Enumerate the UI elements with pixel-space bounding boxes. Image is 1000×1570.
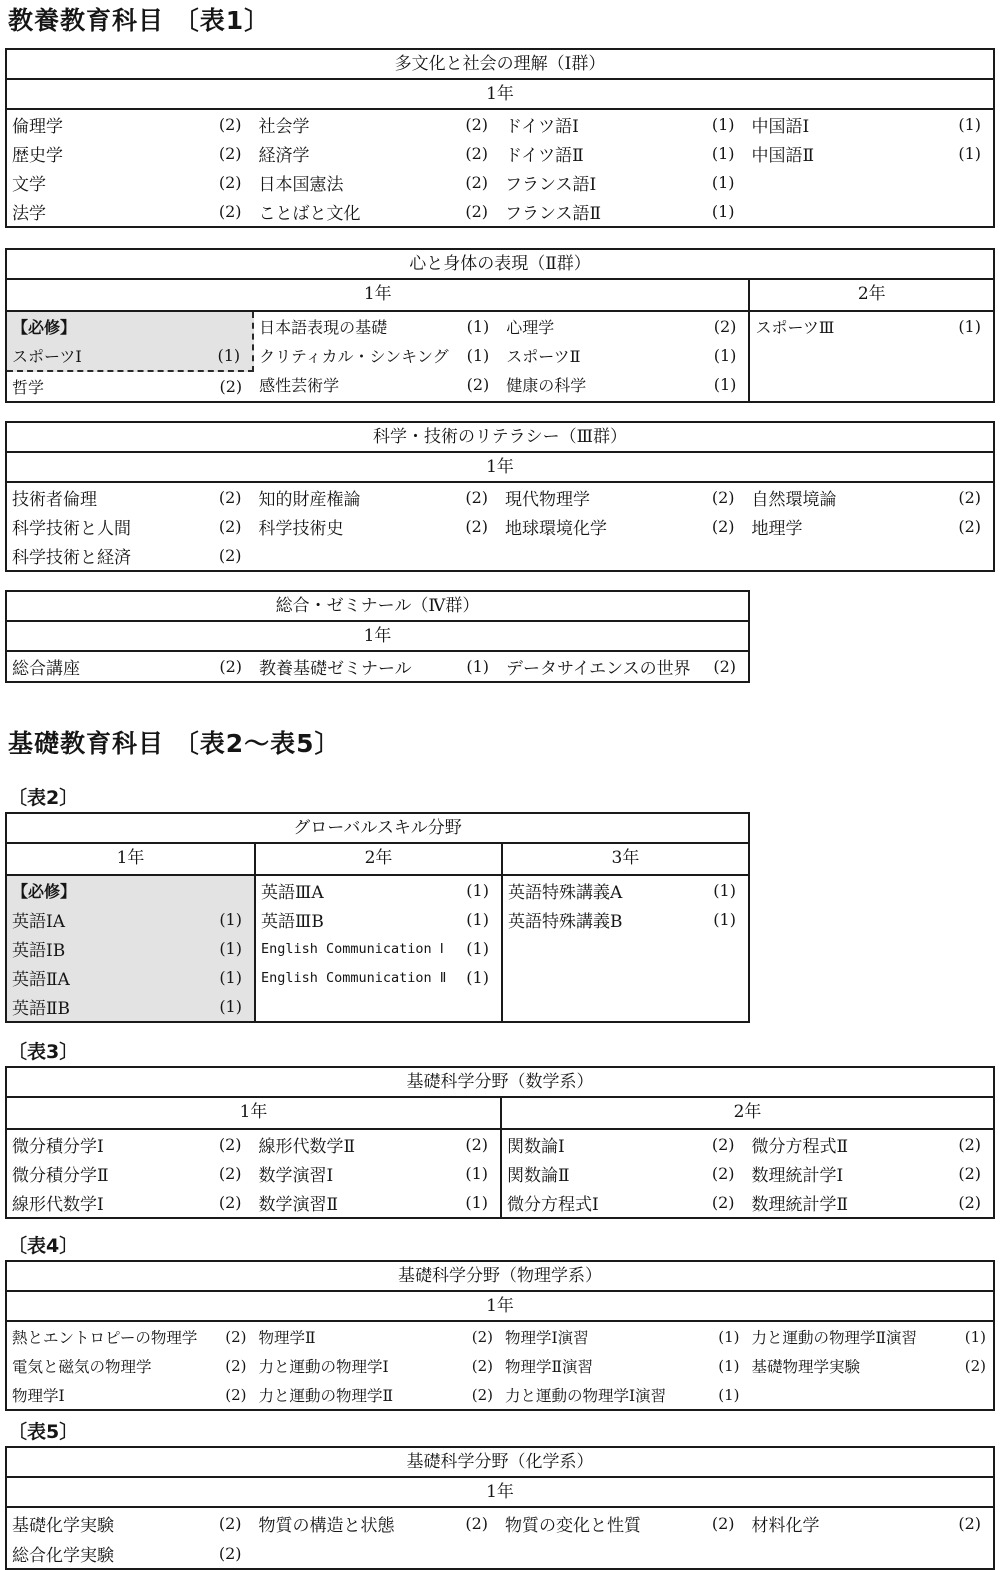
table3-label: 〔表3〕 bbox=[8, 1041, 79, 1063]
subject-credit: (2) bbox=[711, 1135, 735, 1154]
table-title: 基礎科学分野（物理学系） bbox=[7, 1262, 993, 1292]
subject-cell bbox=[7, 197, 254, 226]
subject-cell bbox=[7, 512, 254, 541]
subject-name: 英語特殊講義A bbox=[507, 883, 623, 903]
subject-name: 物質の変化と性質 bbox=[505, 1515, 641, 1536]
subject-credit: (2) bbox=[218, 1543, 242, 1563]
subject-cell bbox=[254, 312, 501, 341]
subject-credit: (2) bbox=[713, 317, 737, 336]
subject-credit: (2) bbox=[465, 488, 488, 507]
subject-name: 歴史学 bbox=[12, 146, 63, 166]
subject-cell bbox=[500, 110, 747, 139]
subject-name: 経済学 bbox=[258, 146, 310, 166]
year-header-2: 2年 bbox=[748, 280, 993, 310]
subject-cell bbox=[7, 934, 254, 963]
subject-credit: (2) bbox=[471, 1356, 493, 1375]
subject-cell bbox=[7, 963, 254, 992]
subject-cell bbox=[503, 905, 748, 934]
subject-credit: (2) bbox=[958, 1193, 981, 1212]
subject-credit: (1) bbox=[465, 1164, 488, 1183]
subject-cell bbox=[256, 934, 501, 963]
subject-cell bbox=[500, 1380, 747, 1409]
subject-name: 地球環境化学 bbox=[505, 519, 607, 539]
subject-cell bbox=[500, 1351, 747, 1380]
subject-cell bbox=[254, 1508, 501, 1538]
subject-cell bbox=[254, 652, 501, 681]
subject-cell bbox=[254, 512, 501, 541]
subject-name: 基礎化学実験 bbox=[12, 1515, 114, 1536]
subject-name: 自然環境論 bbox=[751, 490, 837, 510]
subject-name: 材料化学 bbox=[751, 1515, 820, 1536]
section-heading-basic-education: 基礎教育科目 〔表2～表5〕 bbox=[8, 729, 341, 758]
subject-cell bbox=[256, 876, 501, 905]
subject-cell bbox=[500, 1508, 747, 1538]
subject-name: 中国語Ⅰ bbox=[751, 117, 810, 137]
subject-name: ドイツ語Ⅱ bbox=[505, 146, 584, 166]
subject-name: 英語特殊講義B bbox=[507, 912, 623, 932]
subject-cell bbox=[7, 541, 254, 570]
subject-cell bbox=[7, 1159, 254, 1188]
year1-subjects bbox=[7, 905, 254, 1021]
subject-credit: (2) bbox=[219, 657, 242, 676]
subject-cell bbox=[7, 1380, 254, 1409]
subject-name: 熱とエントロピーの物理学 bbox=[12, 1328, 198, 1347]
subject-cell bbox=[503, 876, 748, 905]
subject-name: 英語ⅠA bbox=[12, 912, 65, 932]
subject-cell bbox=[254, 541, 501, 570]
subject-cell bbox=[7, 1188, 254, 1217]
year1-region bbox=[7, 312, 748, 401]
subject-credit: (2) bbox=[465, 1513, 488, 1533]
subject-name: 倫理学 bbox=[12, 117, 63, 137]
subject-cell bbox=[254, 1130, 501, 1159]
subject-credit: (2) bbox=[465, 144, 488, 163]
subject-name: 英語ⅢB bbox=[260, 912, 324, 932]
subject-name: ことばと文化 bbox=[258, 204, 361, 224]
subject-cell bbox=[747, 168, 994, 197]
year-header-3: 3年 bbox=[501, 844, 748, 874]
subject-name: 微分方程式Ⅱ bbox=[751, 1137, 849, 1157]
subject-credit: (2) bbox=[471, 1385, 493, 1404]
subject-cell bbox=[7, 652, 254, 681]
subject-cell bbox=[7, 1508, 254, 1538]
table-group1-multiculture bbox=[5, 48, 995, 228]
subject-credit: (1) bbox=[219, 968, 242, 987]
subject-cell bbox=[747, 1380, 994, 1409]
year-header-2: 2年 bbox=[500, 1098, 993, 1128]
subject-name: 文学 bbox=[12, 175, 46, 195]
subject-credit: (1) bbox=[711, 115, 735, 134]
subject-credit: (2) bbox=[218, 1513, 242, 1533]
subject-cell bbox=[7, 1351, 254, 1380]
year3-column bbox=[501, 876, 748, 1021]
subject-name: 総合化学実験 bbox=[12, 1545, 114, 1566]
subject-credit: (2) bbox=[713, 657, 736, 676]
subject-name: 力と運動の物理学Ⅰ演習 bbox=[505, 1386, 667, 1405]
subject-credit: (1) bbox=[465, 1193, 488, 1212]
subject-credit: (2) bbox=[471, 1327, 493, 1346]
subject-name: 電気と磁気の物理学 bbox=[12, 1357, 152, 1376]
table4-physics bbox=[5, 1260, 995, 1411]
table-group2-mind-body bbox=[5, 248, 995, 403]
subject-name: 教養基礎ゼミナール bbox=[259, 659, 412, 679]
subject-name: 物理学Ⅱ演習 bbox=[505, 1357, 594, 1376]
subject-cell bbox=[7, 905, 254, 934]
subject-cell bbox=[501, 652, 748, 681]
subject-credit: (1) bbox=[958, 144, 981, 163]
table-body bbox=[7, 652, 748, 681]
subject-cell bbox=[7, 1130, 254, 1159]
subject-name: 物質の構造と状態 bbox=[258, 1515, 395, 1536]
subject-cell bbox=[500, 197, 747, 226]
subject-name: 物理学Ⅰ bbox=[12, 1386, 65, 1405]
subject-credit: (2) bbox=[465, 115, 488, 134]
subject-cell bbox=[7, 341, 252, 370]
subject-cell bbox=[254, 168, 501, 197]
subject-name: 社会学 bbox=[258, 117, 310, 137]
subject-credit: (1) bbox=[713, 910, 736, 929]
subject-cell bbox=[7, 139, 254, 168]
subject-credit: (2) bbox=[958, 488, 981, 507]
subject-name: 物理学Ⅰ演習 bbox=[505, 1328, 589, 1347]
subject-name: 微分方程式Ⅰ bbox=[507, 1195, 599, 1215]
table-group3-science-literacy bbox=[5, 421, 995, 572]
subject-name: フランス語Ⅰ bbox=[505, 175, 597, 195]
subject-credit: (1) bbox=[466, 968, 489, 987]
subject-cell bbox=[7, 372, 254, 401]
subject-cell bbox=[500, 541, 747, 570]
year-header-1: 1年 bbox=[7, 1292, 993, 1322]
subject-credit: (1) bbox=[466, 317, 490, 336]
table2-global-skills bbox=[5, 812, 750, 1023]
subject-credit: (2) bbox=[219, 377, 243, 396]
subject-credit: (2) bbox=[218, 517, 242, 536]
subject-credit: (2) bbox=[465, 517, 488, 536]
year-header-row bbox=[7, 1098, 993, 1130]
subject-credit: (1) bbox=[711, 144, 735, 163]
subject-cell bbox=[747, 110, 994, 139]
subject-credit: (1) bbox=[713, 346, 737, 365]
subject-credit: (1) bbox=[466, 910, 489, 929]
table-body bbox=[7, 1130, 993, 1217]
subject-cell bbox=[500, 483, 747, 512]
year1-column bbox=[7, 876, 254, 1021]
table-body bbox=[7, 312, 993, 401]
year-header-1: 1年 bbox=[7, 453, 993, 483]
subject-cell bbox=[501, 370, 748, 399]
subject-credit: (2) bbox=[958, 1164, 981, 1183]
subject-cell bbox=[747, 512, 994, 541]
subject-credit: (1) bbox=[718, 1356, 740, 1375]
table-group4-seminar bbox=[5, 590, 750, 683]
subject-cell bbox=[500, 512, 747, 541]
subject-credit: (2) bbox=[225, 1356, 247, 1375]
subject-cell bbox=[254, 1380, 501, 1409]
subject-cell bbox=[254, 1188, 501, 1217]
subject-cell bbox=[747, 1538, 994, 1568]
table-title: 科学・技術のリテラシー（Ⅲ群） bbox=[7, 423, 993, 453]
subject-cell bbox=[500, 1159, 747, 1188]
subject-credit: (2) bbox=[218, 1164, 242, 1183]
subject-cell bbox=[254, 483, 501, 512]
subject-cell bbox=[7, 110, 254, 139]
subject-name: 数理統計学Ⅰ bbox=[751, 1166, 844, 1186]
subject-name: 健康の科学 bbox=[506, 376, 587, 395]
subject-name: 力と運動の物理学Ⅱ演習 bbox=[751, 1328, 918, 1347]
subject-cell bbox=[7, 483, 254, 512]
year-header-1: 1年 bbox=[116, 848, 145, 868]
subject-name: 科学技術と経済 bbox=[12, 548, 131, 568]
subject-credit: (1) bbox=[466, 346, 490, 365]
subject-name: 中国語Ⅱ bbox=[751, 146, 815, 166]
required-label: 【必修】 bbox=[12, 318, 77, 337]
subject-name: 微分積分学Ⅱ bbox=[12, 1166, 109, 1186]
subject-credit: (2) bbox=[958, 517, 981, 536]
subject-name: 数理統計学Ⅱ bbox=[751, 1195, 849, 1215]
subject-cell bbox=[747, 1351, 994, 1380]
subject-credit: (1) bbox=[219, 997, 242, 1016]
year-header-2: 2年 bbox=[254, 844, 501, 874]
subject-cell bbox=[747, 483, 994, 512]
table-body bbox=[7, 483, 993, 570]
subject-credit: (2) bbox=[218, 144, 242, 163]
subject-credit: (2) bbox=[711, 1513, 735, 1533]
subject-cell bbox=[254, 1538, 501, 1568]
required-label-cell bbox=[7, 876, 254, 905]
subject-name: ドイツ語Ⅰ bbox=[505, 117, 579, 137]
table4-label: 〔表4〕 bbox=[8, 1235, 79, 1257]
subject-name: 現代物理学 bbox=[505, 490, 590, 510]
subject-name: 日本語表現の基礎 bbox=[259, 318, 388, 337]
subject-credit: (2) bbox=[465, 1135, 488, 1154]
subject-credit: (1) bbox=[713, 881, 736, 900]
subject-cell bbox=[500, 139, 747, 168]
year-header-1: 1年 bbox=[239, 1102, 268, 1122]
subject-credit: (2) bbox=[958, 1135, 981, 1154]
year-header-1: 1年 bbox=[7, 622, 748, 652]
table5-chemistry bbox=[5, 1446, 995, 1570]
subject-name: 関数論Ⅱ bbox=[507, 1166, 570, 1186]
subject-credit: (1) bbox=[219, 910, 242, 929]
year-header-row bbox=[7, 844, 748, 876]
subject-name: 科学技術史 bbox=[258, 519, 344, 539]
subject-cell bbox=[747, 1322, 994, 1351]
subject-cell bbox=[501, 341, 748, 370]
column-2 bbox=[254, 312, 501, 401]
subject-credit: (1) bbox=[466, 881, 489, 900]
column-1-rest bbox=[7, 372, 254, 401]
year-header-1: 1年 bbox=[7, 80, 993, 110]
subject-name: 日本国憲法 bbox=[258, 175, 344, 195]
subject-cell bbox=[7, 1322, 254, 1351]
subject-cell bbox=[747, 1508, 994, 1538]
year-header-1: 1年 bbox=[363, 284, 392, 304]
table3-math bbox=[5, 1066, 995, 1219]
subject-name: 線形代数学Ⅰ bbox=[12, 1195, 104, 1215]
subject-name: 基礎物理学実験 bbox=[751, 1357, 861, 1376]
subject-credit: (2) bbox=[218, 173, 242, 192]
subject-name: スポーツⅡ bbox=[506, 347, 581, 366]
subject-credit: (1) bbox=[711, 202, 735, 221]
subject-credit: (2) bbox=[964, 1356, 986, 1375]
subject-cell bbox=[254, 370, 501, 399]
subject-name: 心理学 bbox=[506, 318, 555, 337]
subject-cell bbox=[254, 1159, 501, 1188]
subject-name: 英語ⅡA bbox=[12, 970, 70, 990]
table-title: グローバルスキル分野 bbox=[7, 814, 748, 844]
table-title: 基礎科学分野（化学系） bbox=[7, 1448, 993, 1478]
subject-name: スポーツⅢ bbox=[755, 318, 835, 337]
subject-credit: (1) bbox=[718, 1385, 740, 1404]
subject-credit: (1) bbox=[958, 317, 981, 336]
subject-cell bbox=[254, 1351, 501, 1380]
subject-name: 関数論Ⅰ bbox=[507, 1137, 565, 1157]
subject-cell bbox=[254, 110, 501, 139]
subject-credit: (1) bbox=[964, 1327, 986, 1346]
subject-name: English Communication Ⅰ bbox=[260, 940, 444, 957]
subject-cell bbox=[750, 312, 993, 341]
year2-region bbox=[748, 312, 993, 401]
subject-name: 総合講座 bbox=[12, 659, 80, 679]
subject-cell bbox=[500, 1322, 747, 1351]
subject-credit: (2) bbox=[711, 488, 735, 507]
subject-credit: (1) bbox=[713, 375, 737, 394]
subject-credit: (2) bbox=[225, 1327, 247, 1346]
subject-name: 技術者倫理 bbox=[12, 490, 97, 510]
subject-cell bbox=[747, 1130, 994, 1159]
subject-name: 地理学 bbox=[751, 519, 803, 539]
subject-name: 哲学 bbox=[12, 378, 45, 397]
table-title: 心と身体の表現（Ⅱ群） bbox=[7, 250, 993, 280]
subject-credit: (1) bbox=[466, 657, 489, 676]
table-title: 総合・ゼミナール（Ⅳ群） bbox=[7, 592, 748, 622]
subject-credit: (2) bbox=[218, 546, 242, 565]
subject-cell bbox=[747, 1159, 994, 1188]
subject-credit: (2) bbox=[465, 202, 488, 221]
subject-name: 英語ⅢA bbox=[260, 883, 324, 903]
table2-label: 〔表2〕 bbox=[8, 787, 79, 809]
subject-cell bbox=[747, 1188, 994, 1217]
required-label-cell bbox=[7, 312, 252, 341]
subject-name: 微分積分学Ⅰ bbox=[12, 1137, 104, 1157]
subject-credit: (2) bbox=[218, 488, 242, 507]
year-header-1: 1年 bbox=[7, 1478, 993, 1508]
subject-name: 知的財産権論 bbox=[258, 490, 361, 510]
subject-cell bbox=[500, 1130, 747, 1159]
subject-name: スポーツⅠ bbox=[12, 347, 82, 366]
subject-name: 感性芸術学 bbox=[259, 376, 340, 395]
subject-name: フランス語Ⅱ bbox=[505, 204, 602, 224]
subject-name: 法学 bbox=[12, 204, 46, 224]
subject-name: 科学技術と人間 bbox=[12, 519, 131, 539]
subject-name: 力と運動の物理学Ⅱ bbox=[258, 1386, 394, 1405]
subject-credit: (2) bbox=[218, 1135, 242, 1154]
subject-name: クリティカル・シンキング bbox=[259, 347, 449, 366]
subject-name: 線形代数学Ⅱ bbox=[258, 1137, 356, 1157]
subject-credit: (1) bbox=[219, 939, 242, 958]
subject-cell bbox=[7, 168, 254, 197]
subject-cell bbox=[254, 341, 501, 370]
subject-credit: (2) bbox=[466, 375, 490, 394]
subject-credit: (1) bbox=[711, 173, 735, 192]
subject-name: データサイエンスの世界 bbox=[506, 659, 691, 679]
subject-credit: (1) bbox=[718, 1327, 740, 1346]
table-body bbox=[7, 1508, 993, 1568]
subject-credit: (2) bbox=[218, 1193, 242, 1212]
subject-name: English Communication Ⅱ bbox=[260, 969, 447, 986]
subject-cell bbox=[7, 1538, 254, 1568]
subject-cell bbox=[254, 197, 501, 226]
subject-credit: (2) bbox=[218, 115, 242, 134]
table-title: 多文化と社会の理解（Ⅰ群） bbox=[7, 50, 993, 80]
table-body bbox=[7, 1322, 993, 1409]
required-label: 【必修】 bbox=[12, 882, 77, 901]
subject-cell bbox=[747, 139, 994, 168]
column-3 bbox=[501, 312, 748, 401]
subject-name: 力と運動の物理学Ⅰ bbox=[258, 1357, 389, 1376]
required-box bbox=[7, 312, 254, 372]
subject-credit: (2) bbox=[711, 517, 735, 536]
subject-credit: (2) bbox=[465, 173, 488, 192]
subject-name: 物理学Ⅱ bbox=[258, 1328, 316, 1347]
subject-cell bbox=[256, 963, 501, 992]
subject-name: 数学演習Ⅰ bbox=[258, 1166, 334, 1186]
subject-cell bbox=[500, 1188, 747, 1217]
section-heading-liberal-arts: 教養教育科目 〔表1〕 bbox=[8, 6, 271, 35]
subject-credit: (1) bbox=[217, 346, 241, 365]
table5-label: 〔表5〕 bbox=[8, 1421, 79, 1443]
subject-name: 数学演習Ⅱ bbox=[258, 1195, 339, 1215]
subject-cell bbox=[7, 992, 254, 1021]
subject-credit: (2) bbox=[218, 202, 242, 221]
year2-column bbox=[254, 876, 501, 1021]
year-header-row bbox=[7, 280, 993, 312]
subject-cell bbox=[500, 168, 747, 197]
table-title: 基礎科学分野（数学系） bbox=[7, 1068, 993, 1098]
subject-credit: (2) bbox=[958, 1513, 981, 1533]
subject-credit: (2) bbox=[711, 1193, 735, 1212]
subject-cell bbox=[747, 197, 994, 226]
subject-credit: (2) bbox=[225, 1385, 247, 1404]
subject-credit: (1) bbox=[466, 939, 489, 958]
subject-credit: (1) bbox=[958, 115, 981, 134]
subject-cell bbox=[501, 312, 748, 341]
subject-cell bbox=[256, 905, 501, 934]
subject-name: 英語ⅡB bbox=[12, 999, 71, 1019]
table-body bbox=[7, 876, 748, 1021]
subject-credit: (2) bbox=[711, 1164, 735, 1183]
subject-cell bbox=[747, 541, 994, 570]
subject-cell bbox=[254, 1322, 501, 1351]
subject-cell bbox=[254, 139, 501, 168]
subject-cell bbox=[500, 1538, 747, 1568]
subject-name: 英語ⅠB bbox=[12, 941, 66, 961]
column-1 bbox=[7, 312, 254, 401]
table-body bbox=[7, 110, 993, 226]
